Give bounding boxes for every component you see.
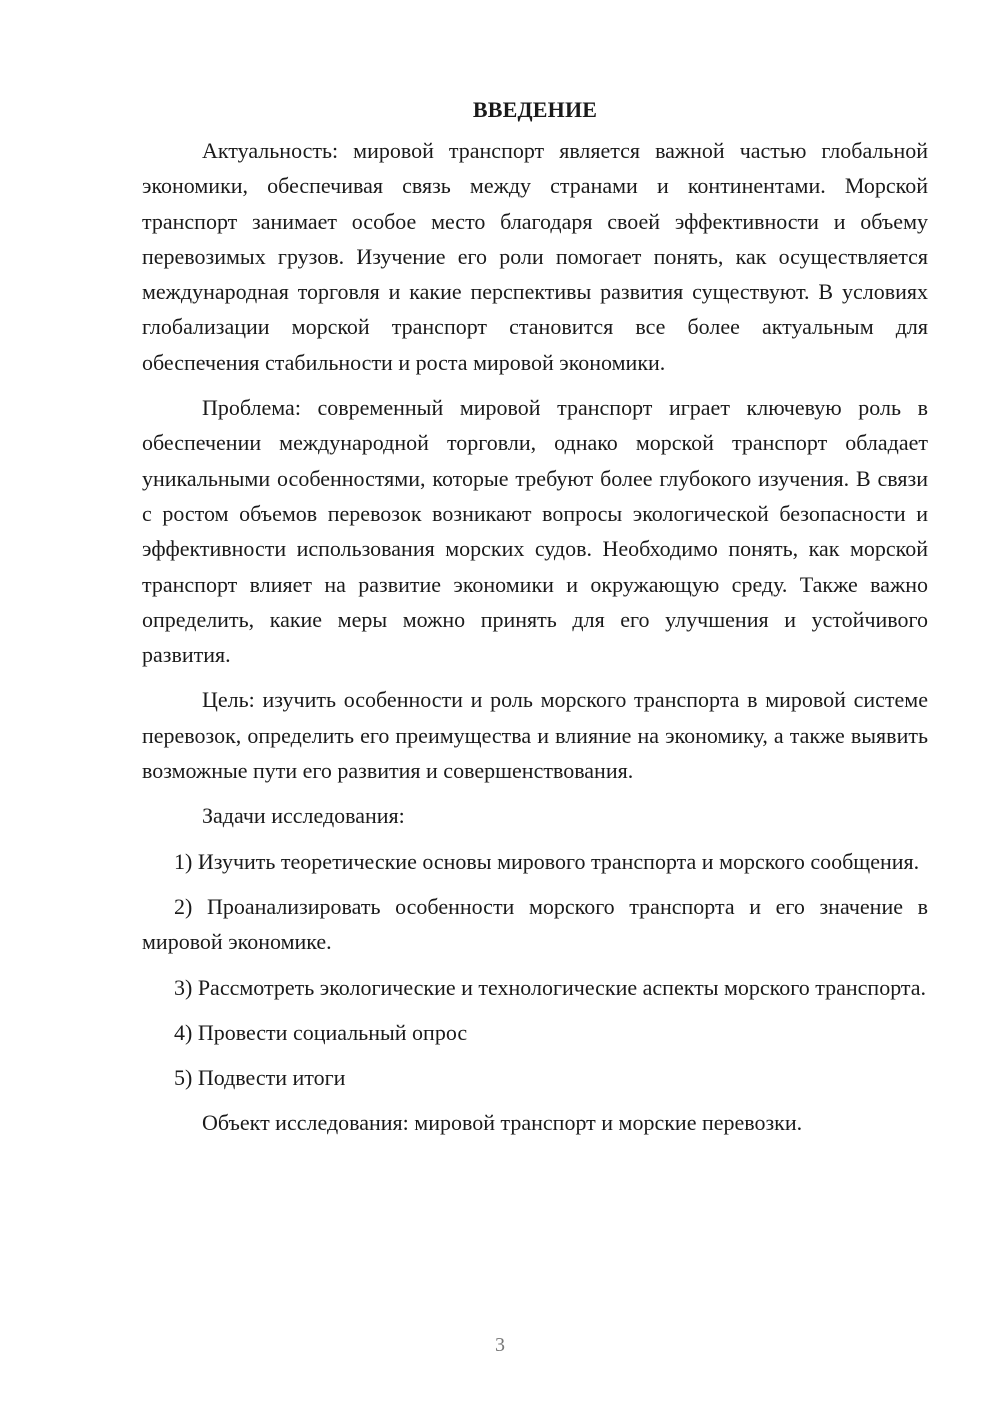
- tasks-list: [142, 844, 928, 1096]
- task-item-4: 4) Провести социальный опрос: [174, 1019, 468, 1045]
- paragraph-problem: Проблема: современный мировой транспорт играет ключевую роль в обеспечении международной торговли, однако морской транспорт обладает уникальными особенностями, которые требуют более глубокого изучения. В связи с ростом объемов перевозок возникают вопросы экологической безопасности и эффективности использования морских судов. Необходимо понять, как морской транспорт влияет на развитие экономики и окружающую среду. Также важно определить, какие меры можно принять для его улучшения и устойчивого развития.: [142, 395, 928, 668]
- tasks-heading: Задачи исследования:: [202, 803, 405, 829]
- task-item-5: 5) Подвести итоги: [174, 1065, 346, 1091]
- section-title: ВВЕДЕНИЕ: [472, 97, 598, 122]
- task-item-2: 2) Проанализировать особенности морского транспорта и его значение в мировой экономике.: [142, 893, 928, 955]
- task-item-1: 1) Изучить теоретические основы мирового транспорта и морского сообщения.: [174, 848, 920, 874]
- paragraph-goal: Цель: изучить особенности и роль морского транспорта в мировой системе перевозок, определить его преимущества и влияние на экономику, а также выявить возможные пути его развития и совершенствования.: [142, 687, 928, 784]
- task-item-3: 3) Рассмотреть экологические и технологические аспекты морского транспорта.: [174, 974, 927, 1000]
- page-number: 3: [495, 1334, 505, 1356]
- paragraph-object: Объект исследования: мировой транспорт и морские перевозки.: [202, 1110, 803, 1136]
- document-page: [142, 92, 928, 1151]
- paragraph-relevance: Актуальность: мировой транспорт является важной частью глобальной экономики, обеспечивая связь между странами и континентами. Морской транспорт занимает особое место благодаря своей эффективности и объему перевозимых грузов. Изучение его роли помогает понять, как осуществляется международная торговля и какие перспективы развития существуют. В условиях глобализации морской транспорт становится все более актуальным для обеспечения стабильности и роста мировой экономики.: [142, 138, 928, 375]
